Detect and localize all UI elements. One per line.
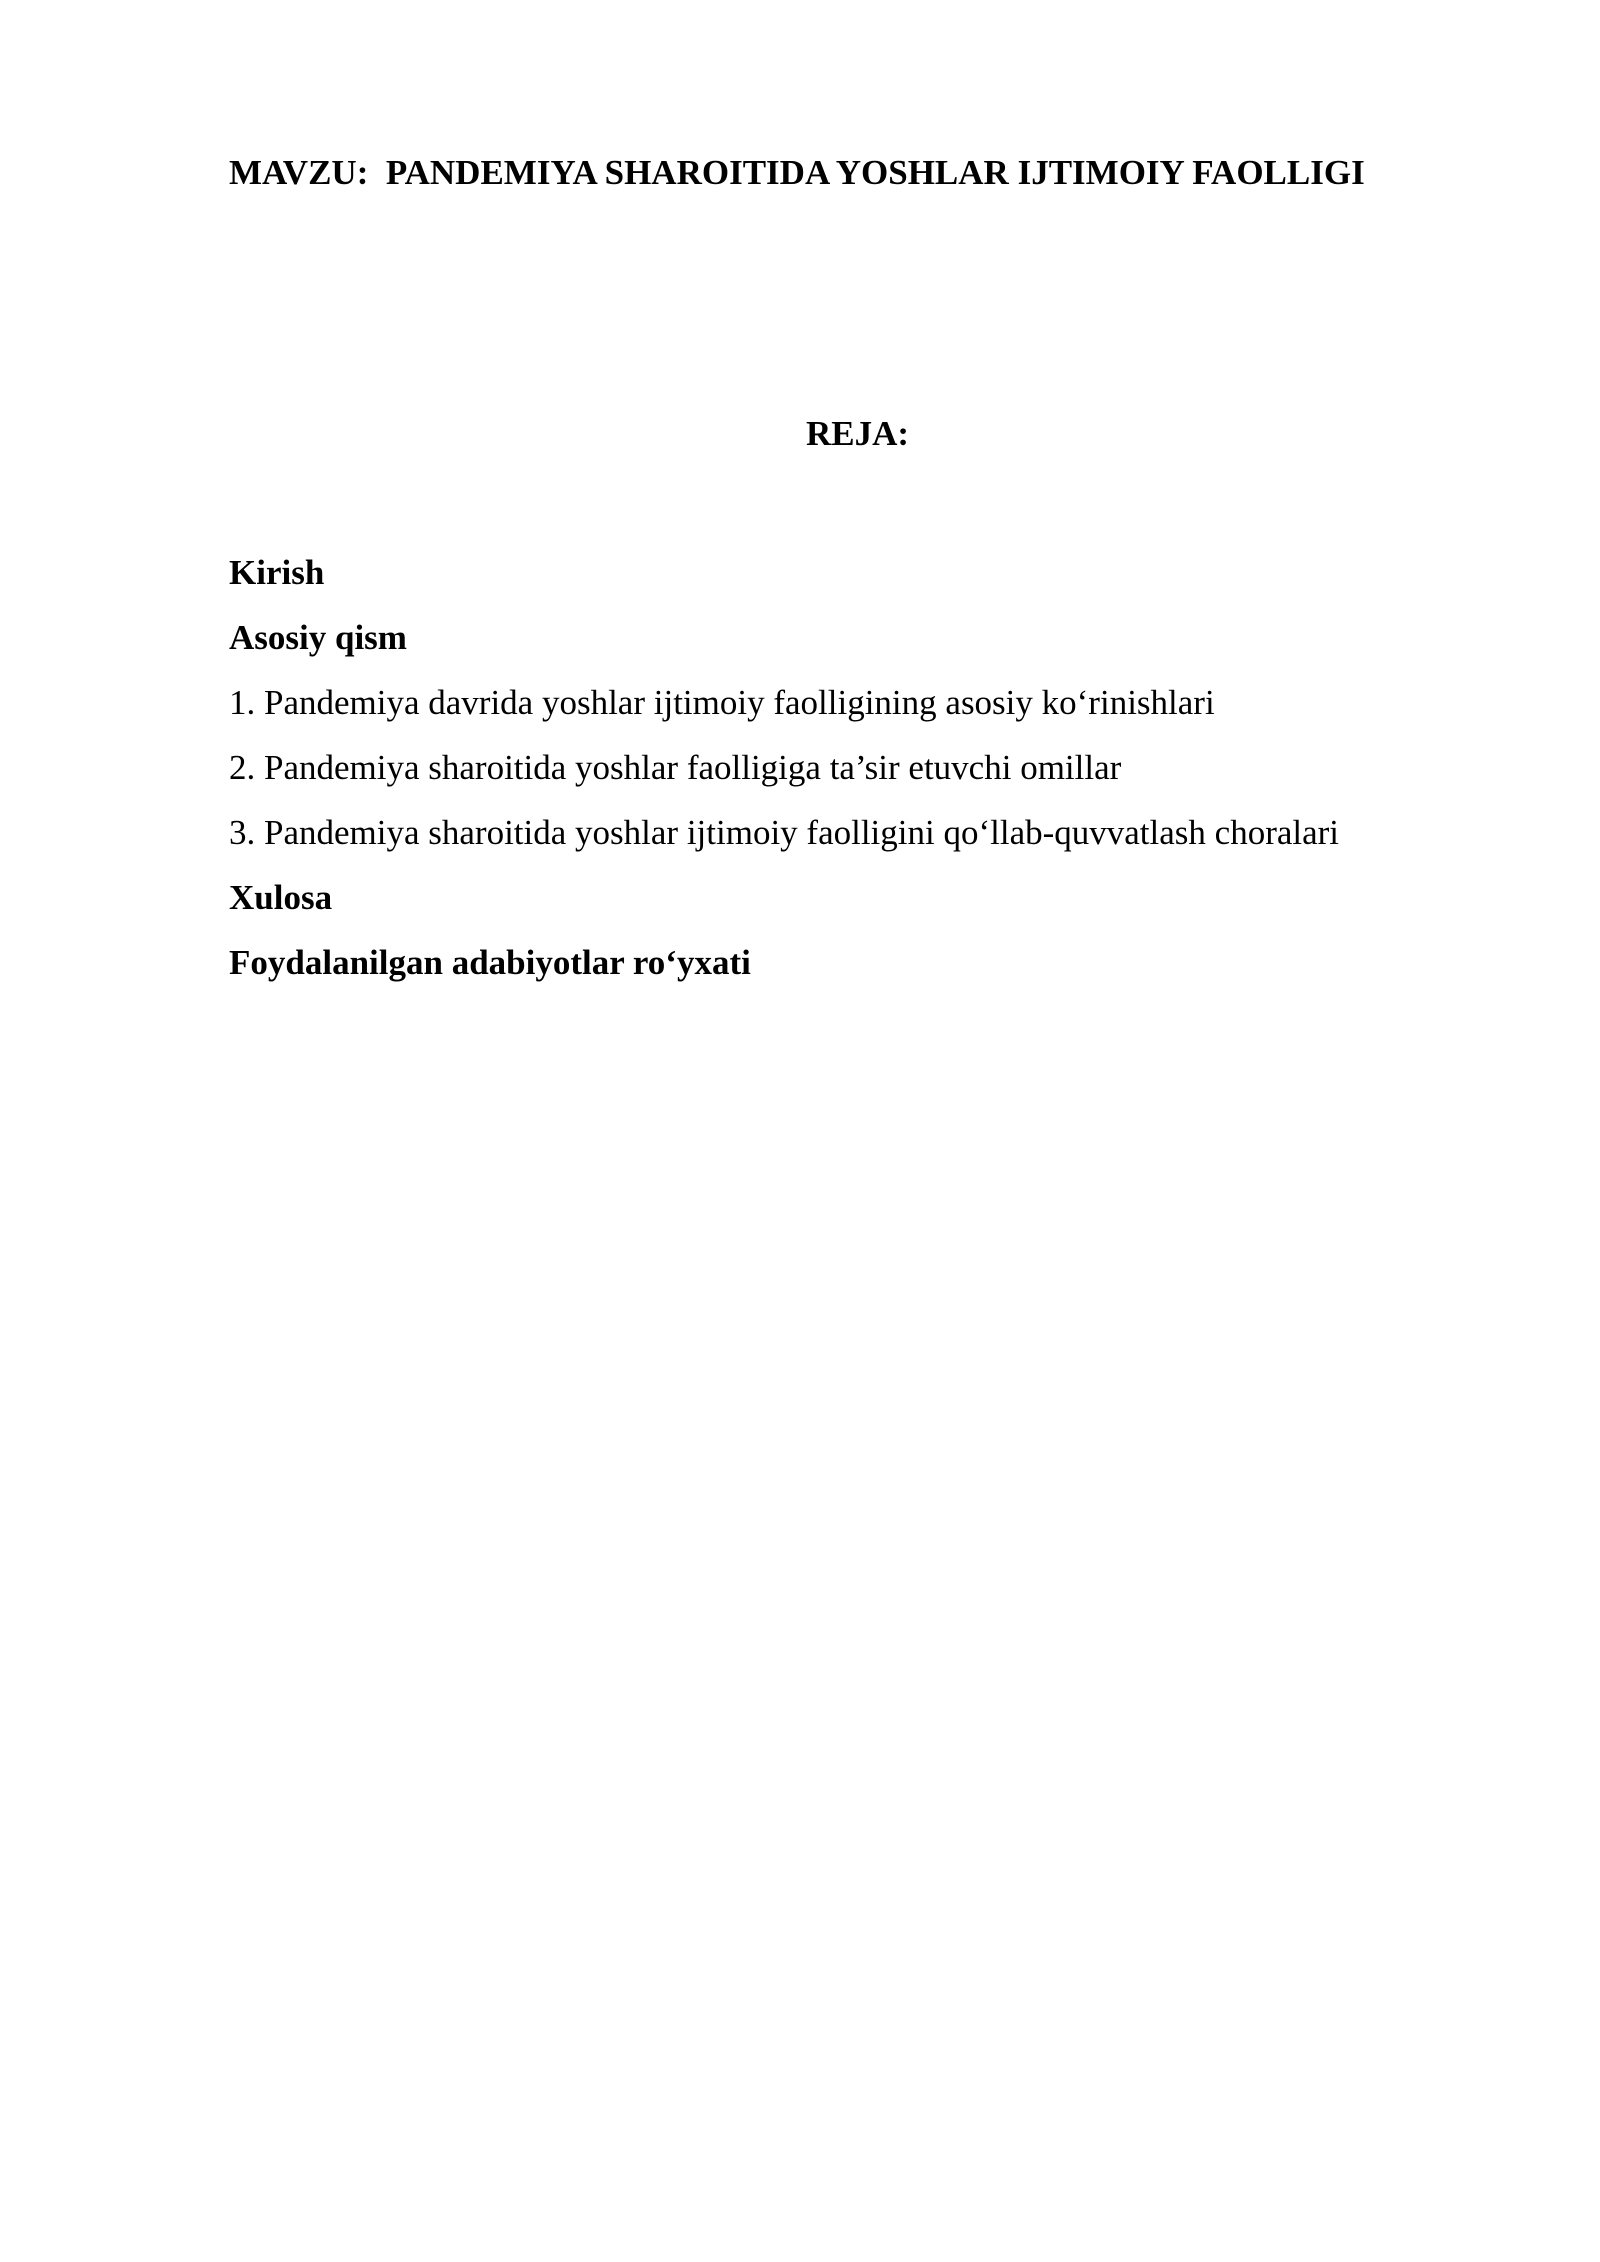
- plan-item-introduction: Kirish: [229, 553, 325, 592]
- plan-item-section-1: 1. Pandemiya davrida yoshlar ijtimoiy faolligining asosiy ko‘rinishlari: [229, 683, 1215, 722]
- plan-list: [229, 540, 1339, 995]
- plan-item-section-2: 2. Pandemiya sharoitida yoshlar faolligiga ta’sir etuvchi omillar: [229, 748, 1122, 787]
- plan-heading-row: [0, 413, 1600, 455]
- plan-heading: REJA:: [805, 414, 910, 453]
- plan-item-conclusion: Xulosa: [229, 878, 333, 917]
- plan-item-references: Foydalanilgan adabiyotlar ro‘yxati: [229, 943, 751, 982]
- plan-item-main-part: Asosiy qism: [229, 618, 407, 657]
- topic-title: MAVZU: PANDEMIYA SHAROITIDA YOSHLAR IJTIMOIY FAOLLIGI: [229, 153, 1365, 192]
- plan-item-section-3: 3. Pandemiya sharoitida yoshlar ijtimoiy faolligini qo‘llab-quvvatlash choralari: [229, 813, 1340, 852]
